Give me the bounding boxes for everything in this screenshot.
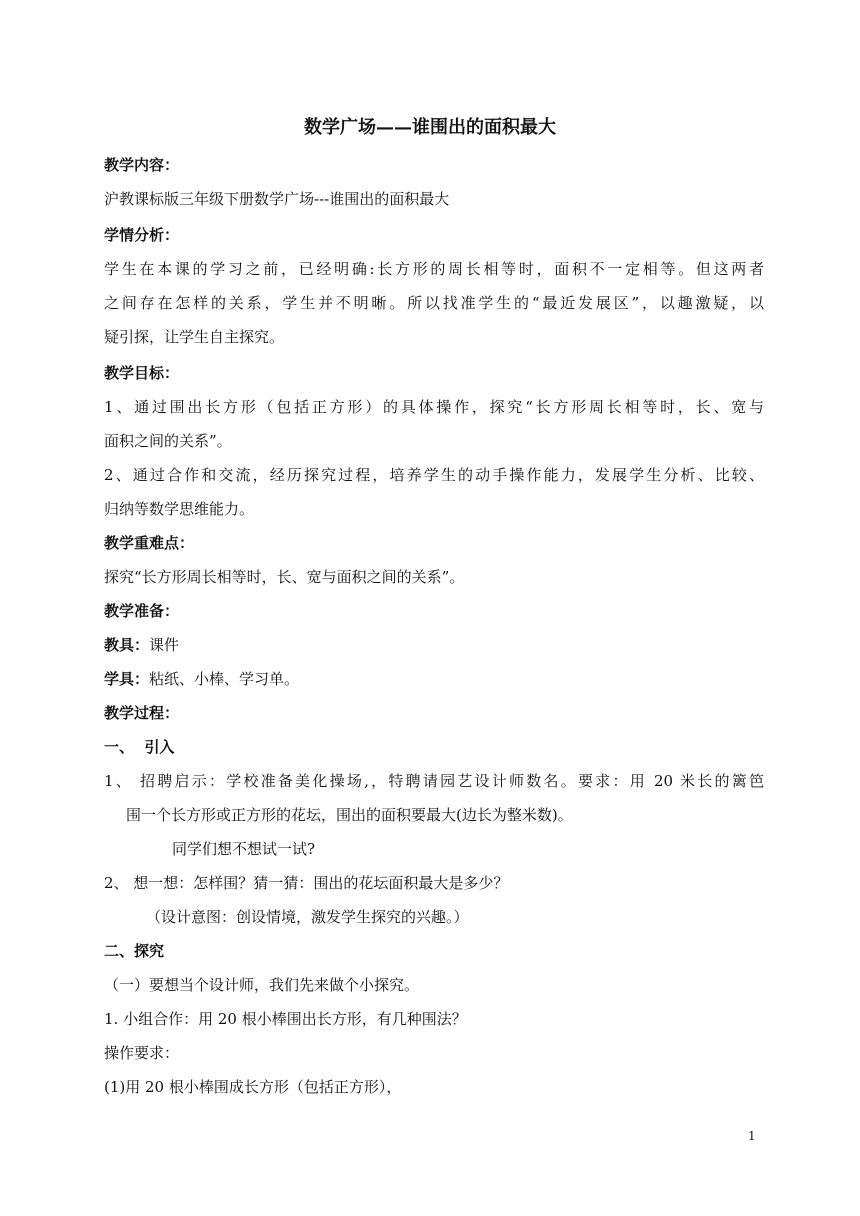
content-heading: 教学内容： — [104, 156, 180, 174]
student-tools-label: 学具： — [104, 670, 150, 688]
goal-1-line-2: 面积之间的关系”。 — [104, 432, 232, 450]
key-points-heading: 教学重难点： — [104, 534, 195, 552]
item-2-text: 2、 想一想：怎样围？猜一猜：围出的花坛面积最大是多少？ — [104, 874, 509, 892]
teacher-tools-line — [104, 634, 764, 656]
preparation-heading: 教学准备： — [104, 602, 180, 620]
goal-1-line-1: 1、通过围出长方形（包括正方形）的具体操作，探究“长方形周长相等时，长、宽与 — [104, 398, 764, 416]
page-number: 1 — [748, 1129, 756, 1143]
goal-2-line-1: 2、通过合作和交流，经历探究过程，培养学生的动手操作能力，发展学生分析、比较、 — [104, 466, 764, 484]
operation-requirements-label: 操作要求： — [104, 1044, 180, 1062]
key-points-text: 探究“长方形周长相等时，长、宽与面积之间的关系”。 — [104, 568, 465, 586]
student-tools-text: 粘纸、小棒、学习单。 — [149, 670, 300, 688]
goal-2-line-2: 归纳等数学思维能力。 — [104, 500, 255, 518]
student-tools-line — [104, 668, 764, 690]
analysis-line-2: 之间存在怎样的关系，学生并不明晰。所以找准学生的“最近发展区”，以趣激疑，以 — [104, 294, 764, 312]
teacher-tools-label: 教具： — [104, 636, 150, 654]
goals-heading: 教学目标： — [104, 364, 180, 382]
analysis-line-3: 疑引探，让学生自主探究。 — [104, 328, 285, 346]
task-1-text: 1. 小组合作：用 20 根小棒围出长方形，有几种围法？ — [104, 1010, 467, 1028]
analysis-line-1: 学生在本课的学习之前，已经明确:长方形的周长相等时，面积不一定相等。但这两者 — [104, 260, 764, 278]
section-2-heading: 二、探究 — [104, 942, 165, 960]
content-text: 沪教课标版三年级下册数学广场---谁围出的面积最大 — [104, 190, 450, 208]
analysis-heading: 学情分析： — [104, 226, 180, 244]
section-1-heading: 一、 引入 — [104, 738, 175, 756]
process-heading: 教学过程： — [104, 704, 180, 722]
item-1-prompt: 同学们想不想试一试? — [172, 840, 316, 858]
item-1-line-2: 围一个长方形或正方形的花坛，围出的面积要最大(边长为整米数)。 — [126, 806, 573, 824]
design-note: （设计意图：创设情境，激发学生探究的兴趣。） — [146, 908, 469, 926]
teacher-tools-text: 课件 — [149, 636, 180, 654]
item-1-line-1: 1、 招聘启示：学校准备美化操场,，特聘请园艺设计师数名。要求：用 20 米长的篱笆 — [104, 772, 764, 790]
document-title: 数学广场——谁围出的面积最大 — [304, 117, 556, 138]
operation-requirement-1: (1)用 20 根小棒围成长方形（包括正方形）， — [104, 1078, 402, 1096]
sub-section-1-text: （一）要想当个设计师，我们先来做个小探究。 — [104, 976, 420, 994]
